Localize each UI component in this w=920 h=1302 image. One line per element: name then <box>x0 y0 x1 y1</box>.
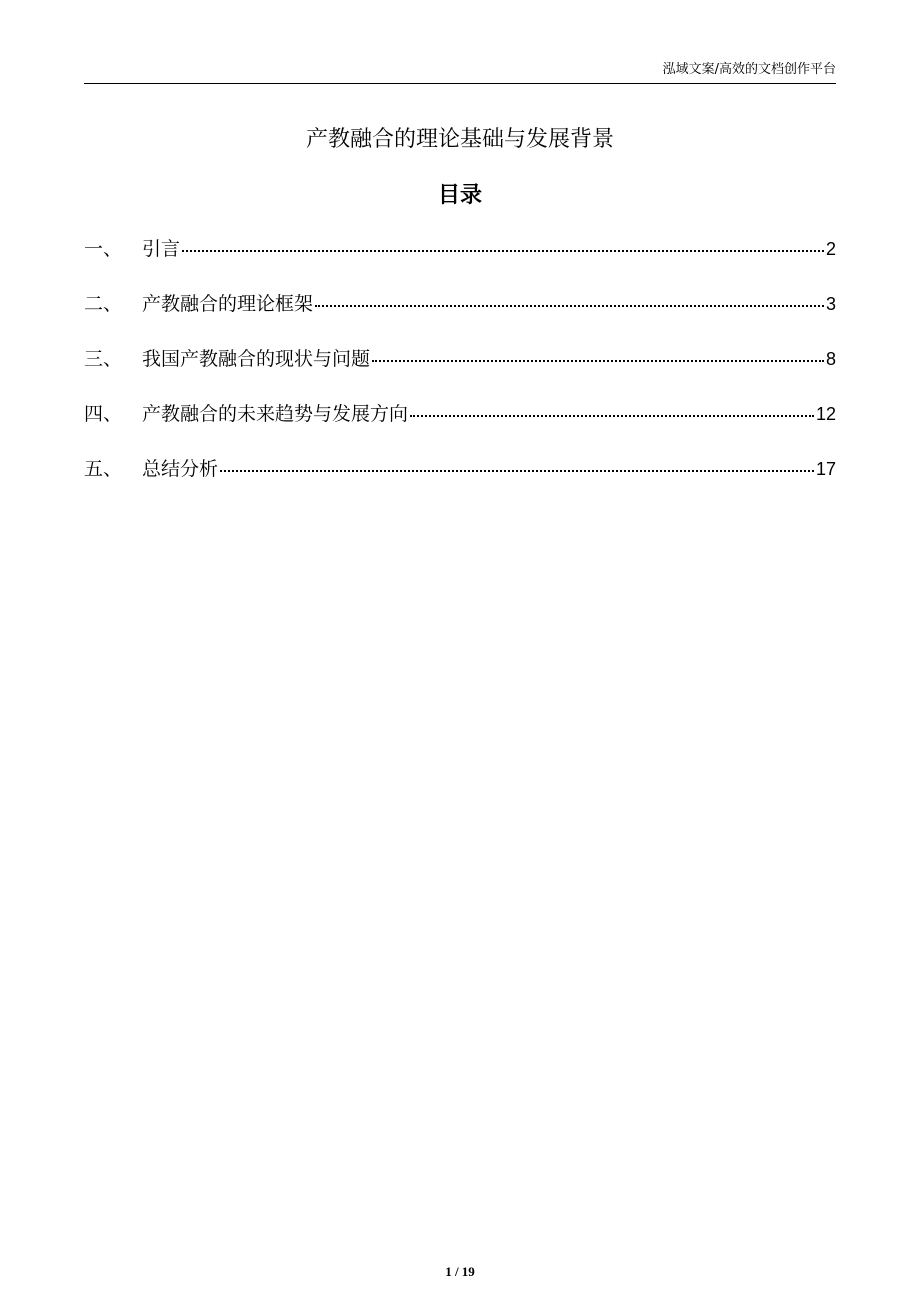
toc-entry-theory-framework[interactable] <box>84 289 836 344</box>
toc-entry-number: 一、 <box>84 238 123 260</box>
toc-dot-leader <box>410 415 814 417</box>
toc-entry-page: 2 <box>825 239 836 259</box>
toc-entry-number: 四、 <box>84 403 123 425</box>
toc-entry-future-trends[interactable] <box>84 399 836 454</box>
toc-entry-number: 二、 <box>84 293 123 315</box>
toc-entry-page: 17 <box>815 459 836 479</box>
toc-heading: 目录 <box>437 183 482 208</box>
page-header-note: 泓域文案/高效的文档创作平台 <box>662 62 836 77</box>
toc-entry-page: 3 <box>825 294 836 314</box>
header-divider <box>84 83 836 84</box>
toc-entry-page: 8 <box>825 349 836 369</box>
toc-entry-introduction[interactable] <box>84 234 836 289</box>
table-of-contents <box>84 234 836 509</box>
toc-entry-page: 12 <box>815 404 836 424</box>
page-number: 1 / 19 <box>445 1264 475 1279</box>
toc-dot-leader <box>182 250 824 252</box>
toc-entry-number: 五、 <box>84 458 123 480</box>
toc-entry-text: 我国产教融合的现状与问题 <box>142 348 371 370</box>
toc-dot-leader <box>220 470 814 472</box>
toc-entry-text: 总结分析 <box>142 458 219 480</box>
toc-entry-status-problems[interactable] <box>84 344 836 399</box>
toc-entry-number: 三、 <box>84 348 123 370</box>
toc-dot-leader <box>315 305 824 307</box>
toc-entry-text: 引言 <box>142 238 181 260</box>
toc-dot-leader <box>372 360 824 362</box>
toc-entry-text: 产教融合的理论框架 <box>142 293 314 315</box>
document-title: 产教融合的理论基础与发展背景 <box>305 127 614 152</box>
toc-entry-summary[interactable] <box>84 454 836 509</box>
toc-entry-text: 产教融合的未来趋势与发展方向 <box>142 403 409 425</box>
